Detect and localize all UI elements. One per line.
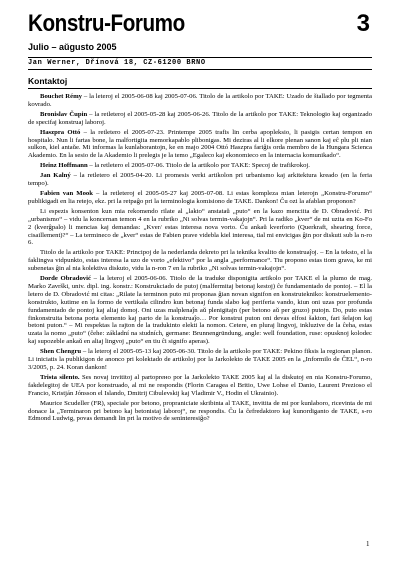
contact-text: Ses novaj invititoj al partoprено por la Jarkolekto TAKE 2005 kaj al la diskutoj en nia Konstru-Forumo, fakdelegitoj de UEA por konstruado, al mi ne respondis (Florin Caragea el Britio, Uwe Lohse el Danio, Laurent Prezioso el Francio, Kristján Jónsson el Islando, Dmitrij Cibulevskij kaj Vladimir V., Hodin el Ukrainio). — [28, 373, 372, 397]
contact-text: – la retletero el 2005-04-20. Li promesis verki artikolon pri urbanismo kaj arkitektura kreado (en la feria tempo). — [28, 172, 372, 188]
issue-number: 3 — [356, 10, 370, 37]
contact-text: – la leteroj el 2005-06-08 kaj 2005-07-06. Titolo de la artikolo por TAKE: Uzado de štallado por tegmenta kovrado. — [28, 93, 372, 108]
contact-name: Shen Chengru — [40, 348, 82, 356]
contact-text: Maurice Scudeller (FR), speciale por betono, propraniciate skribinta al TAKE, invitita de mi por kunlaboro, ricevinta de mi donace la „Terminaron pri betono kaj betonistaj laboroj“, ne respondis. Ĉu la ĉefredaktoro kaj kunordiganto de TAKE, s-ro Edmond Ludwig, povas demandi lin pri la motivo de seninteresiĝo? — [28, 399, 372, 423]
masthead — [28, 10, 372, 40]
contact-entry — [28, 129, 372, 161]
contact-name: Fabien van Mook — [40, 189, 93, 197]
contact-text: – la retleteroj el 2005-05-28 kaj 2005-06-26. Titolo de la artikolo por TAKE: Teknologio kaj organizado de specifaj konstruaj laboroj. — [28, 110, 372, 126]
contact-text: – la leteroj el 2005-06-06. Titolo de la traduke disponigita artikolo por TAKE el la plumo de mag. Marko Završki, univ. dipl. ing. konstr.: Konstrukciado de putoj (malfermitaj betonaj kestoj) ĉe fundamentado de pontoj. – El la letero de D. Obradović mi citas: „Rilate la terminon puto mi proponas ĝian novan signifon en konstruteknikо: konstruelemento-konstrukto, kutime en la formo de vertikala cilindro kun betonaj funda slabo kaj periferia vando, kiun oni uzas por profunda fundamentado de pontoj kaj aliaj domoj. Oni uzas malplenaĵn aŭ plenigitajn (per betono aŭ per gruzo) putojn. Do, puto estas finkonstruita betona porta elemento kaj parto de la konstruaĵo… Por konstrui puton oni devas elfosi šakton, fari šelajon kaj betoni puton.“ – Mi respektas la rajton de la tradukinto elekti la nomon. Cetere, en pluraj lingvoj, inkluzive de la ĉeha, estas uzata la nomo „puto“ (ĉehe: základní na studních, germane: Brunnengründung, angle: well foundation, ruse: opusknoj kolodec kaj supozeble ankaŭ en aliaj lingvoj „puto“ en tiu ĉi signifo aperas). — [28, 275, 372, 346]
contact-name: Dorđe Obradović — [40, 275, 91, 283]
contact-text: Li espezis konsenton kun mia rekomendo rilate al „lakto“ anstataŭ „puto“ en la kazo menciita de D. Obradović. Pri „urbanismo“ – vidu la koncernan temon 4 en la rubriko „Ni solvas termin-vakajojn“. Pri la radiko „kver“ de mi uzita en Ko-Fo 2 (kverĝpalo) li mencias kaj demandas: „Kver/ estas interesa nova vorto. Ĉu ankaŭ kverforto (Querkraft, shearing force, cisaillement)?“ – La termineco de „kver“ estas de Fabien prave videbla kiel interesa, tial mi envicigas ĝin por diskuti sub la n-ro 6. — [28, 207, 372, 247]
contact-name: Heinz Hoffmann — [40, 162, 88, 170]
editor-address-bar: Jan Werner, Dřínová 18, CZ-61200 BRNO — [28, 57, 372, 70]
page-number: 1 — [366, 540, 370, 548]
contact-entry — [28, 275, 372, 346]
contact-name: Trista silento. — [40, 373, 80, 381]
section-heading: Kontaktoj — [28, 76, 372, 89]
contact-entry — [28, 208, 372, 248]
contact-text: – la retletero el 2005-07-23. Printempe 2005 trafis lin cerba apopleksio, li pasigis certan tempon en hospitalo. Nun li fartas bone, la malfortigita memorkapablo plibonigas. Mi deziras al li elkore plenan sanon kaj eĉ plu pli nian sulkon, kiel antaŭe. Mi informas la kunlaborantojn, ke en majo 2004 Ottó Haszpra fariĝis orda membro de la Hungara Scienca Akademio. En la sesio de la Akademio li prelegis je la temo „Egaleco kaj ekonomieco en la internacia komunikado“. — [28, 128, 372, 160]
magazine-title: Konstru-Forumo — [28, 10, 185, 37]
contact-text: – la leteroj el 2005-05-13 kaj 2005-06-30. Titolo de la artikolo por TAKE: Pekino fiksis la regionan planon. Li iniciatis la publikigon de anonco pri kolektado de artikoloj por la Jarkolekto de TAKE 2005 en la „Informilo de ĈEL“, n-ro 3/2005, p. 24. Koran dankon! — [28, 348, 372, 371]
contact-entry — [28, 93, 372, 109]
contact-text: – la retletero el 2005-07-06. Titolo de la artikolo por TAKE: Specoj de trafikrokoj. — [87, 162, 310, 170]
contact-text: – la retleteroj el 2005-05-27 kaj 2005-07-08. Li estas kompleza mian leterojn „Konstru-Forumo“ publikigadi en lia retejo, ekz. pri la retpaĝo pri la terminologia komisiono de TAKE. Dankon! Ĉu ozi la afablan proponon? — [28, 189, 372, 205]
contact-name: Bouchet Rémy — [40, 93, 82, 100]
contact-entry — [28, 249, 372, 273]
issue-date: Julio – aŭgusto 2005 — [28, 42, 117, 52]
contact-name: Jan Kalný — [40, 172, 71, 180]
contact-entry — [28, 111, 372, 127]
contact-text: Titolo de la artikolo por TAKE: Principoj de la nederlanda dekreto pri la teknika kvalito de konstruaĵoj. – En la teksto, el la faklingva vidpunkto, estas interesa la uzo de vorto „efektivo“ por la angla „performance“. Tiu propono estas tiom grava, ke mi subenetas ĝin al nia kolektiva diskuto, vidu la n-ron 7 en la rubriko „Ni solvas termin-vakajojn“. — [28, 249, 372, 273]
contact-entry — [28, 190, 372, 206]
contact-entries — [28, 93, 372, 423]
contact-entry — [28, 162, 372, 170]
document-page — [28, 10, 372, 556]
contact-entry — [28, 172, 372, 188]
contact-entry — [28, 400, 372, 424]
contact-name: Bronislav Čupin — [40, 110, 88, 118]
contact-entry — [28, 348, 372, 372]
contact-entry — [28, 374, 372, 398]
contact-name: Haszpra Ottó — [40, 128, 81, 136]
